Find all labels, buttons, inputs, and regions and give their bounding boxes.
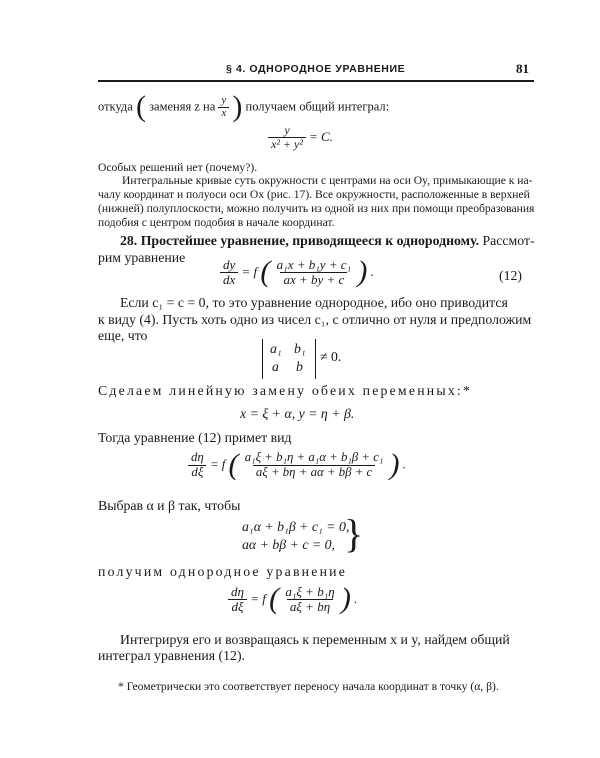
eqxi-paren-close: ) bbox=[389, 448, 400, 481]
eq12-lhs-den: dx bbox=[220, 272, 238, 287]
eqxi-lhs-den: dξ bbox=[188, 465, 206, 479]
page-number: 81 bbox=[516, 61, 529, 76]
eqh-equals-f: = f bbox=[250, 591, 266, 606]
eqxi-arg-num: a₁ξ + b₁η + a₁α + b₁β + c₁ bbox=[244, 450, 384, 465]
eqh-period: . bbox=[354, 591, 358, 606]
det-a1: a₁ bbox=[270, 341, 282, 356]
eq12-arg-num: a₁x + b₁y + c₁ bbox=[276, 256, 352, 272]
section-line-2: рим уравнение bbox=[98, 250, 186, 265]
eqh-lhs-den: dξ bbox=[228, 599, 246, 614]
section-title: 28. Простейшее уравнение, приводящееся к однородному. bbox=[120, 233, 480, 248]
eq12-paren-close: ) bbox=[357, 255, 368, 288]
det-b1: b₁ bbox=[294, 341, 306, 356]
choosing: Выбрав α и β так, чтобы bbox=[98, 498, 241, 513]
paren-close: ) bbox=[232, 90, 243, 123]
eqh-paren-open: ( bbox=[269, 582, 280, 615]
intro-text-before: откуда bbox=[98, 99, 133, 114]
det-b: b bbox=[296, 359, 303, 374]
header-rule bbox=[98, 80, 534, 82]
then-equation: Тогда уравнение (12) примет вид bbox=[98, 430, 292, 445]
eqxi-paren-open: ( bbox=[228, 448, 239, 481]
eqxi-arg-den: aξ + bη + aα + bβ + c bbox=[253, 465, 375, 479]
homogeneous: получим однородное уравнение bbox=[98, 564, 348, 579]
det-rhs: ≠ 0. bbox=[320, 349, 342, 364]
conclusion-line-2: интеграл уравнения (12). bbox=[98, 648, 245, 663]
intro-frac-num: y bbox=[221, 93, 227, 106]
system-line-1: a₁α + b₁β + c₁ = 0, bbox=[242, 519, 350, 534]
equation-homog bbox=[228, 584, 357, 614]
eqxi-period: . bbox=[402, 457, 406, 472]
section-heading bbox=[120, 233, 535, 249]
small-line-1: Интегральные кривые суть окружности с центрами на оси Oy, примыкающие к на- bbox=[122, 174, 533, 187]
eqh-arg-num: a₁ξ + b₁η bbox=[285, 583, 335, 599]
small-line-2: чалу координат и полуоси оси Ox (рис. 17). Все окружности, расположенные в верхней bbox=[98, 188, 530, 201]
eq12-arg bbox=[274, 258, 354, 286]
system-line-2: aα + bβ + c = 0, bbox=[242, 537, 336, 552]
para-if-line-2: к виду (4). Пусть хоть одно из чисел c₁, c отлично от нуля и предположим bbox=[98, 312, 532, 327]
substitution: x = ξ + α, y = η + β. bbox=[240, 406, 355, 421]
eq12-paren-open: ( bbox=[260, 255, 271, 288]
eqh-lhs bbox=[228, 585, 247, 613]
eqxi-lhs bbox=[188, 451, 207, 479]
equation-12 bbox=[220, 257, 374, 287]
eqxi-equals-f: = f bbox=[209, 457, 226, 472]
running-title: § 4. ОДНОРОДНОЕ УРАВНЕНИЕ bbox=[226, 63, 406, 75]
eqh-arg-den: aξ + bη bbox=[287, 599, 333, 614]
small-line-3: (нижней) полуплоскости, можно получить из одной из них при помощи преобразования bbox=[98, 202, 535, 215]
det-a: a bbox=[272, 359, 279, 374]
eq12-tag: (12) bbox=[499, 268, 522, 283]
integral-den: x² + y² bbox=[268, 137, 306, 151]
eq12-equals-f: = f bbox=[241, 264, 258, 279]
para-if-line-1: Если c₁ = c = 0, то это уравнение однородное, ибо оно приводится bbox=[120, 295, 508, 310]
intro-paren-text: заменяя z на bbox=[149, 99, 216, 114]
eq12-arg-den: ax + by + c bbox=[280, 272, 347, 287]
eqh-paren-close: ) bbox=[340, 582, 351, 615]
conclusion-line-1: Интегрируя его и возвращаясь к переменным x и y, найдем общий bbox=[120, 632, 510, 647]
small-paragraph bbox=[98, 174, 538, 230]
eqxi-lhs-num: dη bbox=[191, 450, 204, 465]
paren-open: ( bbox=[135, 90, 146, 123]
integral-num: y bbox=[284, 123, 290, 137]
para-if-line-3: еще, что bbox=[98, 328, 148, 343]
eq12-period: . bbox=[370, 264, 374, 279]
intro-fraction bbox=[218, 95, 229, 119]
system-brace: } bbox=[344, 511, 364, 556]
integral-rhs: = C. bbox=[308, 129, 333, 145]
section-title-cont: Рассмот- bbox=[482, 233, 535, 248]
equation-xi bbox=[188, 450, 406, 480]
linear-change: Сделаем линейную замену обеих переменных:* bbox=[98, 383, 473, 398]
eqxi-arg bbox=[242, 451, 387, 479]
footnote: * Геометрически это соответствует переносу начала координат в точку (α, β). bbox=[118, 680, 499, 693]
integral-fraction bbox=[268, 124, 306, 150]
small-line-4: подобия с центром подобия в начале координат. bbox=[98, 216, 335, 229]
eq12-lhs bbox=[220, 258, 238, 286]
eqh-arg bbox=[282, 585, 337, 613]
intro-frac-den: x bbox=[218, 107, 229, 120]
intro-text-after: получаем общий интеграл: bbox=[245, 99, 390, 114]
general-integral bbox=[268, 124, 333, 150]
eqh-lhs-num: dη bbox=[231, 583, 244, 599]
intro-line bbox=[98, 92, 389, 122]
special-solutions: Особых решений нет (почему?). bbox=[98, 161, 258, 174]
eq12-lhs-num: dy bbox=[223, 256, 236, 272]
